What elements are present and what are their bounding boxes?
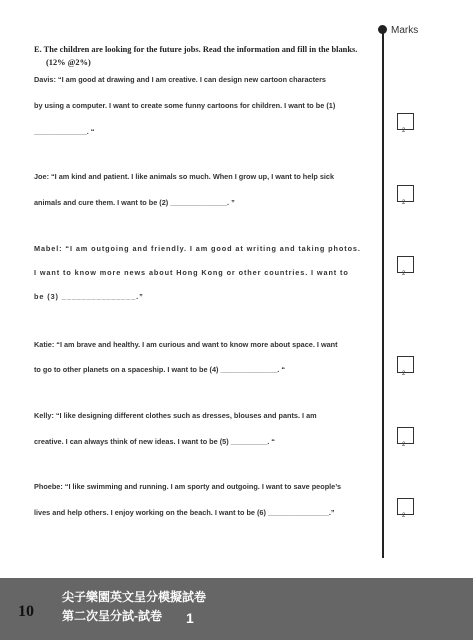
davis-line-3: _____________. “ bbox=[34, 127, 95, 136]
mark-box-3[interactable] bbox=[397, 256, 414, 273]
exam-label: 第二次呈分試-試卷 bbox=[62, 609, 162, 623]
page-footer bbox=[0, 578, 473, 640]
davis-line-2: by using a computer. I want to create some funny cartoons for children. I want to be (1) bbox=[34, 101, 336, 110]
mark-box-2[interactable] bbox=[397, 185, 414, 202]
mark-value-6: 2 bbox=[402, 513, 406, 519]
marks-header: Marks bbox=[391, 25, 419, 36]
mark-box-5[interactable] bbox=[397, 427, 414, 444]
katie-line-2: to go to other planets on a spaceship. I want to be (4) ______________. “ bbox=[34, 365, 286, 374]
mark-value-3: 2 bbox=[402, 271, 406, 277]
mark-value-4: 2 bbox=[402, 371, 406, 377]
section-title bbox=[34, 43, 374, 69]
marks-column-rule bbox=[382, 30, 384, 558]
joe-line-1: Joe: “I am kind and patient. I like animals so much. When I grow up, I want to help sick bbox=[34, 172, 335, 181]
mark-box-6[interactable] bbox=[397, 498, 414, 515]
mark-value-1: 2 bbox=[402, 128, 406, 134]
kelly-line-2: creative. I can always think of new ideas. I want to be (5) _________. “ bbox=[34, 437, 275, 446]
section-instruction: E. The children are looking for the future jobs. Read the information and fill in the blanks. bbox=[34, 45, 358, 54]
mark-value-2: 2 bbox=[402, 200, 406, 206]
book-title: 尖子樂園英文呈分模擬試卷 bbox=[62, 590, 207, 604]
section-score: (12% @2%) bbox=[46, 58, 91, 67]
mabel-line-3: be (3) _______________.” bbox=[34, 292, 144, 301]
mabel-line-2: I want to know more news about Hong Kong or other countries. I want to bbox=[34, 268, 349, 277]
paper-number: 1 bbox=[186, 610, 194, 626]
rule-dot bbox=[378, 25, 387, 34]
davis-line-1: Davis: “I am good at drawing and I am creative. I can design new cartoon characters bbox=[34, 75, 326, 84]
mark-box-4[interactable] bbox=[397, 356, 414, 373]
phoebe-line-1: Phoebe: “I like swimming and running. I am sporty and outgoing. I want to save people’s bbox=[34, 482, 342, 491]
phoebe-line-2: lives and help others. I enjoy working on the beach. I want to be (6) _______________.” bbox=[34, 508, 335, 517]
mark-box-1[interactable] bbox=[397, 113, 414, 130]
kelly-line-1: Kelly: “I like designing different clothes such as dresses, blouses and pants. I am bbox=[34, 411, 317, 420]
katie-line-1: Katie: “I am brave and healthy. I am curious and want to know more about space. I want bbox=[34, 340, 338, 349]
mark-value-5: 2 bbox=[402, 442, 406, 448]
joe-line-2: animals and cure them. I want to be (2) ______________. ” bbox=[34, 198, 235, 207]
mabel-line-1: Mabel: “I am outgoing and friendly. I am good at writing and taking photos. bbox=[34, 244, 361, 253]
page-number: 10 bbox=[18, 603, 34, 620]
